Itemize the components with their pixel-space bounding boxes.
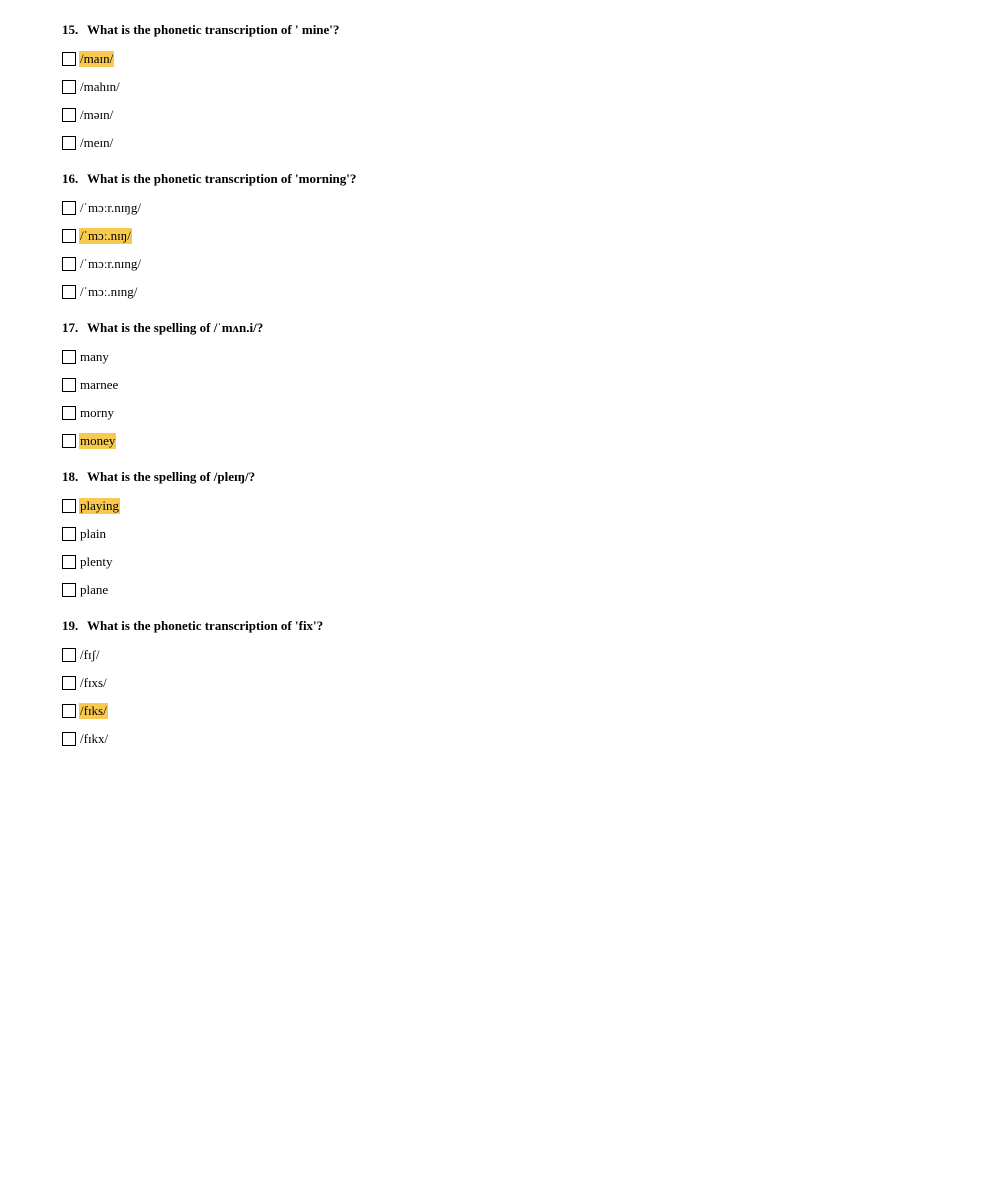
answer-option[interactable]	[62, 278, 942, 306]
answer-option[interactable]	[62, 343, 942, 371]
question-title	[62, 21, 942, 39]
answer-option[interactable]	[62, 250, 942, 278]
answer-option-label: /meɪn/	[80, 135, 114, 150]
checkbox-icon[interactable]	[62, 80, 76, 94]
question-block	[62, 617, 942, 753]
answer-option-label: /məɪn/	[80, 107, 114, 122]
answer-option-label: /fɪkx/	[80, 731, 109, 746]
checkbox-icon[interactable]	[62, 499, 76, 513]
question-number: 18.	[62, 469, 79, 484]
answer-option[interactable]	[62, 697, 942, 725]
answer-option-label: morny	[80, 405, 114, 420]
answer-option[interactable]	[62, 194, 942, 222]
answer-option-label: /fɪʃ/	[80, 647, 100, 662]
checkbox-icon[interactable]	[62, 676, 76, 690]
answer-option-label: plenty	[80, 554, 113, 569]
answer-option-label: marnee	[80, 377, 119, 392]
question-number: 16.	[62, 171, 79, 186]
checkbox-icon[interactable]	[62, 732, 76, 746]
question-title	[62, 617, 942, 635]
answer-option[interactable]	[62, 725, 942, 753]
answer-option[interactable]	[62, 129, 942, 157]
checkbox-icon[interactable]	[62, 704, 76, 718]
answer-option[interactable]	[62, 427, 942, 455]
answer-option[interactable]	[62, 222, 942, 250]
answer-option-label-highlighted: money	[80, 433, 116, 448]
answer-option[interactable]	[62, 576, 942, 604]
checkbox-icon[interactable]	[62, 350, 76, 364]
question-title	[62, 468, 942, 486]
question-title	[62, 319, 942, 337]
answer-option-label-highlighted: /fɪks/	[80, 703, 107, 718]
answer-option[interactable]	[62, 520, 942, 548]
question-number: 15.	[62, 22, 79, 37]
answer-option-label: /ˈmɔːr.nɪŋg/	[80, 200, 141, 215]
answer-option[interactable]	[62, 492, 942, 520]
question-number: 17.	[62, 320, 79, 335]
answer-option-label: /ˈmɔː.nɪng/	[80, 284, 138, 299]
checkbox-icon[interactable]	[62, 108, 76, 122]
checkbox-icon[interactable]	[62, 648, 76, 662]
answer-option[interactable]	[62, 371, 942, 399]
checkbox-icon[interactable]	[62, 583, 76, 597]
answer-option[interactable]	[62, 399, 942, 427]
question-block	[62, 170, 942, 306]
answer-option-label-highlighted: /ˈmɔː.nɪŋ/	[80, 228, 131, 243]
question-text: What is the spelling of /ˈmʌn.i/?	[87, 320, 264, 335]
answer-option-label-highlighted: playing	[80, 498, 119, 513]
answer-option[interactable]	[62, 641, 942, 669]
answer-option[interactable]	[62, 669, 942, 697]
question-text: What is the phonetic transcription of ' mine'?	[87, 22, 340, 37]
quiz-questions	[62, 21, 942, 766]
question-text: What is the phonetic transcription of 'fix'?	[87, 618, 324, 633]
answer-option[interactable]	[62, 73, 942, 101]
question-block	[62, 468, 942, 604]
checkbox-icon[interactable]	[62, 555, 76, 569]
checkbox-icon[interactable]	[62, 378, 76, 392]
checkbox-icon[interactable]	[62, 257, 76, 271]
answer-option[interactable]	[62, 101, 942, 129]
question-text: What is the phonetic transcription of 'morning'?	[87, 171, 357, 186]
question-title	[62, 170, 942, 188]
checkbox-icon[interactable]	[62, 52, 76, 66]
answer-option-label: plain	[80, 526, 106, 541]
checkbox-icon[interactable]	[62, 285, 76, 299]
checkbox-icon[interactable]	[62, 136, 76, 150]
answer-option-label: /ˈmɔːr.nɪng/	[80, 256, 142, 271]
answer-option-label: /fɪxs/	[80, 675, 107, 690]
question-block	[62, 21, 942, 157]
checkbox-icon[interactable]	[62, 434, 76, 448]
answer-option[interactable]	[62, 45, 942, 73]
question-block	[62, 319, 942, 455]
checkbox-icon[interactable]	[62, 201, 76, 215]
checkbox-icon[interactable]	[62, 527, 76, 541]
answer-option-label: /mahɪn/	[80, 79, 120, 94]
question-number: 19.	[62, 618, 79, 633]
checkbox-icon[interactable]	[62, 406, 76, 420]
answer-option[interactable]	[62, 548, 942, 576]
answer-option-label-highlighted: /maɪn/	[80, 51, 114, 66]
answer-option-label: many	[80, 349, 109, 364]
checkbox-icon[interactable]	[62, 229, 76, 243]
question-text: What is the spelling of /pleɪŋ/?	[87, 469, 256, 484]
answer-option-label: plane	[80, 582, 109, 597]
